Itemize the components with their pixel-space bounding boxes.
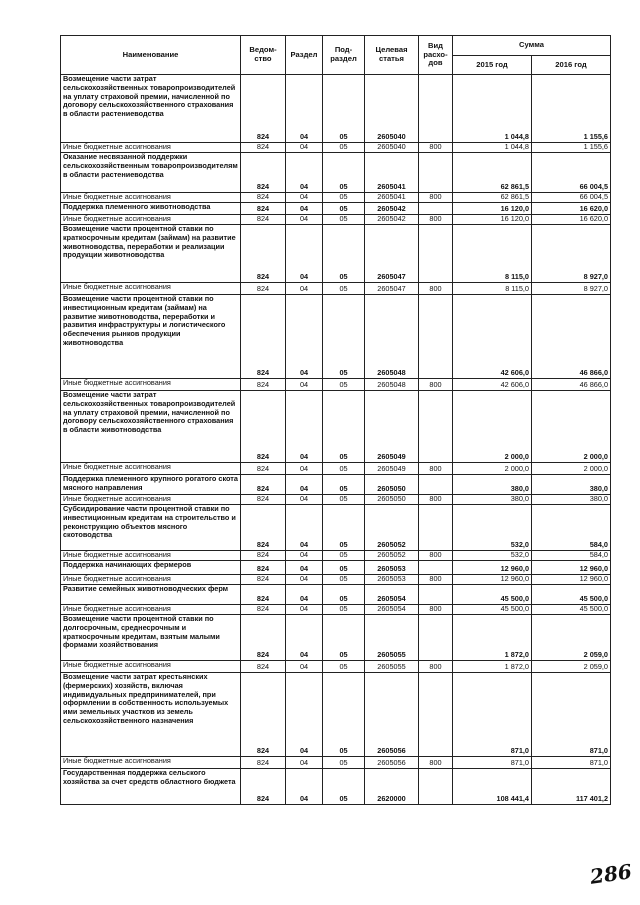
row-department: 824 — [241, 561, 286, 575]
row-subsection: 05 — [323, 661, 365, 673]
row-sum-2015: 1 044,8 — [453, 75, 532, 143]
row-name: Возмещение части затрат сельскохозяйственных товаропроизводителей на уплату страховой премии, начисленной по договору сельскохозяйственного страхования в области животноводства — [61, 391, 241, 463]
row-subsection: 05 — [323, 561, 365, 575]
row-subsection: 05 — [323, 203, 365, 215]
header-expense-type: Вид расхо-дов — [419, 36, 453, 75]
table-row — [61, 561, 611, 575]
row-target: 2605048 — [365, 295, 419, 379]
row-name: Иные бюджетные ассигнования — [61, 757, 241, 769]
row-section: 04 — [286, 575, 323, 585]
header-sum: Сумма — [453, 36, 611, 56]
row-sum-2015: 12 960,0 — [453, 561, 532, 575]
row-subsection: 05 — [323, 463, 365, 475]
row-sum-2016: 2 000,0 — [532, 391, 611, 463]
row-sum-2016: 8 927,0 — [532, 283, 611, 295]
row-department: 824 — [241, 215, 286, 225]
row-section: 04 — [286, 143, 323, 153]
row-subsection: 05 — [323, 75, 365, 143]
row-expense-type: 800 — [419, 379, 453, 391]
table-row — [61, 379, 611, 391]
row-sum-2016: 46 866,0 — [532, 379, 611, 391]
row-sum-2016: 2 059,0 — [532, 661, 611, 673]
row-subsection: 05 — [323, 615, 365, 661]
row-subsection: 05 — [323, 551, 365, 561]
row-name: Субсидирование части процентной ставки по инвестиционным кредитам на строительство и реконструкцию объектов мясного скотоводства — [61, 505, 241, 551]
header-subsection: Под-раздел — [323, 36, 365, 75]
row-subsection: 05 — [323, 495, 365, 505]
row-department: 824 — [241, 391, 286, 463]
row-sum-2015: 62 861,5 — [453, 153, 532, 193]
row-department: 824 — [241, 225, 286, 283]
row-sum-2015: 12 960,0 — [453, 575, 532, 585]
row-section: 04 — [286, 757, 323, 769]
row-subsection: 05 — [323, 391, 365, 463]
row-section: 04 — [286, 379, 323, 391]
row-expense-type — [419, 673, 453, 757]
row-target: 2605040 — [365, 143, 419, 153]
row-target: 2605041 — [365, 153, 419, 193]
row-sum-2015: 380,0 — [453, 495, 532, 505]
row-subsection: 05 — [323, 585, 365, 605]
row-sum-2015: 2 000,0 — [453, 391, 532, 463]
row-target: 2605047 — [365, 225, 419, 283]
table-row — [61, 153, 611, 193]
row-name: Государственная поддержка сельского хозяйства за счет средств областного бюджета — [61, 769, 241, 805]
row-department: 824 — [241, 769, 286, 805]
row-subsection: 05 — [323, 475, 365, 495]
row-department: 824 — [241, 153, 286, 193]
row-expense-type: 800 — [419, 143, 453, 153]
row-department: 824 — [241, 475, 286, 495]
row-name: Иные бюджетные ассигнования — [61, 575, 241, 585]
row-sum-2015: 532,0 — [453, 505, 532, 551]
row-department: 824 — [241, 75, 286, 143]
table-row — [61, 225, 611, 283]
row-expense-type: 800 — [419, 283, 453, 295]
table-row — [61, 75, 611, 143]
table-row — [61, 661, 611, 673]
row-target: 2605041 — [365, 193, 419, 203]
row-name: Иные бюджетные ассигнования — [61, 143, 241, 153]
row-name: Поддержка племенного крупного рогатого скота мясного направления — [61, 475, 241, 495]
row-section: 04 — [286, 295, 323, 379]
row-expense-type — [419, 505, 453, 551]
row-department: 824 — [241, 505, 286, 551]
row-target: 2605052 — [365, 505, 419, 551]
row-sum-2015: 42 606,0 — [453, 295, 532, 379]
row-sum-2016: 1 155,6 — [532, 143, 611, 153]
row-target: 2605056 — [365, 673, 419, 757]
row-expense-type: 800 — [419, 605, 453, 615]
table-row — [61, 295, 611, 379]
row-name: Развитие семейных животноводческих ферм — [61, 585, 241, 605]
table-row — [61, 769, 611, 805]
row-name: Иные бюджетные ассигнования — [61, 661, 241, 673]
row-target: 2605042 — [365, 215, 419, 225]
row-subsection: 05 — [323, 295, 365, 379]
header-year-2015: 2015 год — [453, 56, 532, 75]
row-expense-type — [419, 295, 453, 379]
row-name: Иные бюджетные ассигнования — [61, 551, 241, 561]
row-department: 824 — [241, 661, 286, 673]
row-sum-2016: 380,0 — [532, 495, 611, 505]
row-sum-2015: 8 115,0 — [453, 283, 532, 295]
row-subsection: 05 — [323, 215, 365, 225]
row-sum-2015: 45 500,0 — [453, 605, 532, 615]
table-row — [61, 585, 611, 605]
row-sum-2015: 1 044,8 — [453, 143, 532, 153]
row-target: 2605056 — [365, 757, 419, 769]
row-sum-2016: 66 004,5 — [532, 193, 611, 203]
row-sum-2016: 871,0 — [532, 673, 611, 757]
row-target: 2605055 — [365, 615, 419, 661]
row-target: 2605054 — [365, 585, 419, 605]
row-expense-type — [419, 475, 453, 495]
row-sum-2015: 42 606,0 — [453, 379, 532, 391]
row-target: 2605050 — [365, 475, 419, 495]
row-expense-type — [419, 561, 453, 575]
row-section: 04 — [286, 661, 323, 673]
row-name: Возмещение части процентной ставки по долгосрочным, среднесрочным и краткосрочным кредитам, взятым малыми формами хозяйствования — [61, 615, 241, 661]
table-row — [61, 283, 611, 295]
row-department: 824 — [241, 673, 286, 757]
row-target: 2605049 — [365, 391, 419, 463]
row-expense-type: 800 — [419, 661, 453, 673]
row-section: 04 — [286, 225, 323, 283]
row-section: 04 — [286, 505, 323, 551]
row-sum-2016: 117 401,2 — [532, 769, 611, 805]
table-row — [61, 495, 611, 505]
row-expense-type: 800 — [419, 757, 453, 769]
row-section: 04 — [286, 769, 323, 805]
row-sum-2015: 2 000,0 — [453, 463, 532, 475]
row-expense-type: 800 — [419, 193, 453, 203]
row-subsection: 05 — [323, 153, 365, 193]
row-subsection: 05 — [323, 193, 365, 203]
row-sum-2016: 45 500,0 — [532, 585, 611, 605]
row-sum-2015: 62 861,5 — [453, 193, 532, 203]
row-sum-2015: 108 441,4 — [453, 769, 532, 805]
row-department: 824 — [241, 283, 286, 295]
row-expense-type: 800 — [419, 551, 453, 561]
row-department: 824 — [241, 585, 286, 605]
row-sum-2016: 12 960,0 — [532, 561, 611, 575]
row-department: 824 — [241, 757, 286, 769]
header-department: Ведом-ство — [241, 36, 286, 75]
row-target: 2605040 — [365, 75, 419, 143]
header-section: Раздел — [286, 36, 323, 75]
table-row — [61, 673, 611, 757]
row-target: 2605055 — [365, 661, 419, 673]
row-target: 2605050 — [365, 495, 419, 505]
row-department: 824 — [241, 605, 286, 615]
row-sum-2016: 380,0 — [532, 475, 611, 495]
row-subsection: 05 — [323, 225, 365, 283]
row-expense-type — [419, 391, 453, 463]
table-row — [61, 605, 611, 615]
table-row — [61, 615, 611, 661]
row-target: 2620000 — [365, 769, 419, 805]
row-sum-2015: 380,0 — [453, 475, 532, 495]
table-row — [61, 203, 611, 215]
row-subsection: 05 — [323, 757, 365, 769]
table-row — [61, 463, 611, 475]
row-sum-2016: 66 004,5 — [532, 153, 611, 193]
row-department: 824 — [241, 143, 286, 153]
row-section: 04 — [286, 551, 323, 561]
budget-table — [60, 35, 611, 805]
row-section: 04 — [286, 153, 323, 193]
row-expense-type — [419, 203, 453, 215]
table-row — [61, 505, 611, 551]
row-target: 2605054 — [365, 605, 419, 615]
row-expense-type — [419, 225, 453, 283]
row-subsection: 05 — [323, 575, 365, 585]
row-sum-2016: 2 059,0 — [532, 615, 611, 661]
row-target: 2605053 — [365, 561, 419, 575]
header-year-2016: 2016 год — [532, 56, 611, 75]
row-sum-2016: 2 000,0 — [532, 463, 611, 475]
row-subsection: 05 — [323, 769, 365, 805]
row-name: Возмещение части процентной ставки по инвестиционным кредитам (займам) на развитие животноводства, переработки и развития инфраструктуры и логистического обеспечения рынков продукции животноводства — [61, 295, 241, 379]
row-sum-2015: 871,0 — [453, 757, 532, 769]
row-sum-2016: 584,0 — [532, 505, 611, 551]
table-row — [61, 475, 611, 495]
row-expense-type — [419, 769, 453, 805]
row-sum-2015: 8 115,0 — [453, 225, 532, 283]
row-section: 04 — [286, 215, 323, 225]
row-name: Поддержка начинающих фермеров — [61, 561, 241, 575]
row-name: Поддержка племенного животноводства — [61, 203, 241, 215]
row-sum-2016: 1 155,6 — [532, 75, 611, 143]
row-name: Возмещение части процентной ставки по краткосрочным кредитам (займам) на развитие животноводства, переработки и реализации продукции животноводства — [61, 225, 241, 283]
row-name: Иные бюджетные ассигнования — [61, 193, 241, 203]
row-section: 04 — [286, 615, 323, 661]
row-section: 04 — [286, 193, 323, 203]
row-section: 04 — [286, 561, 323, 575]
row-name: Иные бюджетные ассигнования — [61, 463, 241, 475]
row-sum-2016: 8 927,0 — [532, 225, 611, 283]
row-section: 04 — [286, 605, 323, 615]
row-section: 04 — [286, 75, 323, 143]
row-department: 824 — [241, 575, 286, 585]
header-name: Наименование — [61, 36, 241, 75]
row-section: 04 — [286, 283, 323, 295]
row-subsection: 05 — [323, 283, 365, 295]
table-body — [61, 75, 611, 805]
row-subsection: 05 — [323, 605, 365, 615]
row-sum-2016: 584,0 — [532, 551, 611, 561]
row-sum-2015: 871,0 — [453, 673, 532, 757]
table-row — [61, 757, 611, 769]
row-department: 824 — [241, 193, 286, 203]
row-target: 2605053 — [365, 575, 419, 585]
row-sum-2015: 1 872,0 — [453, 615, 532, 661]
table-row — [61, 551, 611, 561]
table-row — [61, 215, 611, 225]
row-sum-2015: 16 120,0 — [453, 203, 532, 215]
table-row — [61, 143, 611, 153]
row-name: Оказание несвязанной поддержки сельскохозяйственным товаропроизводителям в области растениеводства — [61, 153, 241, 193]
row-name: Возмещение части затрат сельскохозяйственных товаропроизводителей на уплату страховой премии, начисленной по договору сельскохозяйственного страхования в области растениеводства — [61, 75, 241, 143]
row-department: 824 — [241, 203, 286, 215]
row-name: Иные бюджетные ассигнования — [61, 215, 241, 225]
row-name: Возмещение части затрат крестьянских (фермерских) хозяйств, включая индивидуальных предпринимателей, при оформлении в собственность используемых ими земельных участков из земель сельскохозяйственного назначения — [61, 673, 241, 757]
table-row — [61, 391, 611, 463]
row-sum-2015: 532,0 — [453, 551, 532, 561]
row-sum-2016: 45 500,0 — [532, 605, 611, 615]
row-subsection: 05 — [323, 673, 365, 757]
row-sum-2016: 12 960,0 — [532, 575, 611, 585]
row-name: Иные бюджетные ассигнования — [61, 283, 241, 295]
row-name: Иные бюджетные ассигнования — [61, 495, 241, 505]
row-expense-type: 800 — [419, 215, 453, 225]
row-expense-type — [419, 615, 453, 661]
row-expense-type — [419, 153, 453, 193]
header-target: Целевая статья — [365, 36, 419, 75]
row-subsection: 05 — [323, 505, 365, 551]
row-sum-2015: 45 500,0 — [453, 585, 532, 605]
row-section: 04 — [286, 391, 323, 463]
row-sum-2015: 1 872,0 — [453, 661, 532, 673]
row-section: 04 — [286, 203, 323, 215]
row-section: 04 — [286, 495, 323, 505]
row-sum-2016: 871,0 — [532, 757, 611, 769]
table-row — [61, 575, 611, 585]
row-department: 824 — [241, 463, 286, 475]
row-name: Иные бюджетные ассигнования — [61, 605, 241, 615]
row-sum-2016: 16 620,0 — [532, 215, 611, 225]
row-department: 824 — [241, 495, 286, 505]
row-section: 04 — [286, 585, 323, 605]
row-section: 04 — [286, 475, 323, 495]
page-number: 286 — [588, 859, 634, 889]
row-department: 824 — [241, 551, 286, 561]
row-subsection: 05 — [323, 379, 365, 391]
row-expense-type: 800 — [419, 463, 453, 475]
row-expense-type — [419, 585, 453, 605]
row-target: 2605048 — [365, 379, 419, 391]
row-target: 2605042 — [365, 203, 419, 215]
table-row — [61, 193, 611, 203]
row-department: 824 — [241, 379, 286, 391]
row-expense-type — [419, 75, 453, 143]
row-sum-2016: 46 866,0 — [532, 295, 611, 379]
row-section: 04 — [286, 463, 323, 475]
row-department: 824 — [241, 615, 286, 661]
row-expense-type: 800 — [419, 495, 453, 505]
row-department: 824 — [241, 295, 286, 379]
row-name: Иные бюджетные ассигнования — [61, 379, 241, 391]
row-target: 2605049 — [365, 463, 419, 475]
row-section: 04 — [286, 673, 323, 757]
row-sum-2016: 16 620,0 — [532, 203, 611, 215]
row-expense-type: 800 — [419, 575, 453, 585]
row-target: 2605052 — [365, 551, 419, 561]
row-sum-2015: 16 120,0 — [453, 215, 532, 225]
row-subsection: 05 — [323, 143, 365, 153]
row-target: 2605047 — [365, 283, 419, 295]
